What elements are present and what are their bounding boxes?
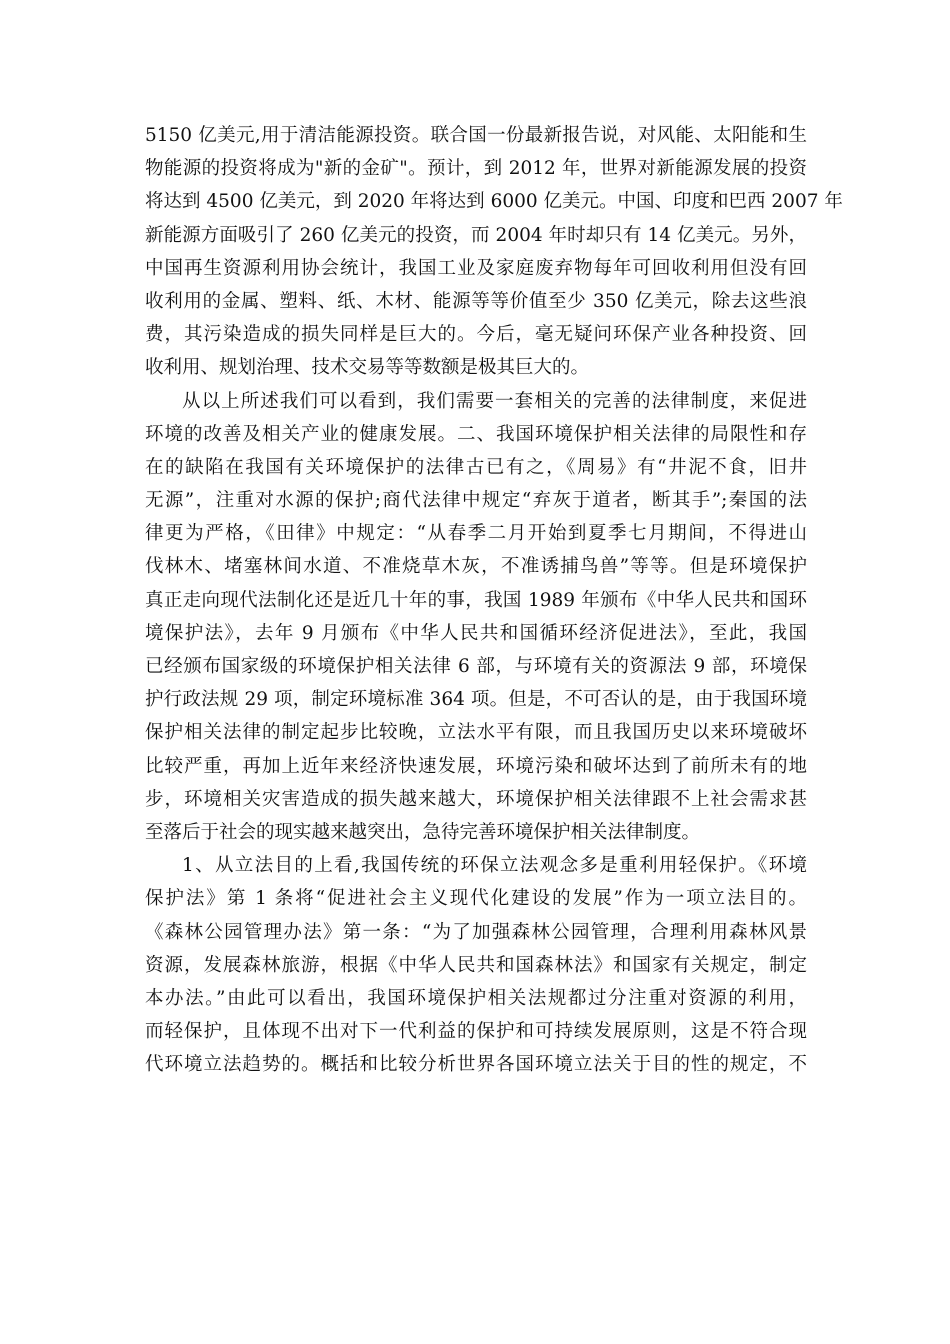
text-line: 新能源方面吸引了 260 亿美元的投资，而 2004 年时却只有 14 亿美元。另外， [145,224,807,246]
text-line: 律更为严格，《田律》中规定：“从春季二月开始到夏季七月期间，不得进山 [145,523,807,545]
text-line: 将达到 4500 亿美元，到 2020 年将达到 6000 亿美元。中国、印度和巴西 2007 年 [145,191,843,213]
text-line: 保护法》第 1 条将“促进社会主义现代化建设的发展”作为一项立法目的。 [145,888,807,910]
text-line: 无源”，注重对水源的保护;商代法律中规定“弃灰于道者，断其手”;秦国的法 [145,490,807,512]
text-line: 已经颁布国家级的环境保护相关法律 6 部，与环境有关的资源法 9 部，环境保 [145,656,807,677]
text-line: 真正走向现代法制化还是近几十年的事，我国 1989 年颁布《中华人民共和国环 [145,589,807,611]
text-line: 本办法。”由此可以看出，我国环境保护相关法规都过分注重对资源的利用， [145,987,807,1009]
paragraph-3 [145,849,807,1081]
document-body [145,119,843,1081]
text-line: 步，环境相关灾害造成的损失越来越大，环境保护相关法律跟不上社会需求甚 [145,788,807,810]
text-line: 护行政法规 29 项，制定环境标准 364 项。但是，不可否认的是，由于我国环境 [145,689,807,711]
text-line: 保护相关法律的制定起步比较晚，立法水平有限，而且我国历史以来环境破坏 [145,722,807,744]
text-line: 在的缺陷在我国有关环境保护的法律古已有之，《周易》有“井泥不食，旧井 [145,456,807,478]
text-line: 代环境立法趋势的。概括和比较分析世界各国环境立法关于目的性的规定，不 [145,1054,807,1076]
text-line: 比较严重，再加上近年来经济快速发展，环境污染和破坏达到了前所未有的地 [145,755,807,777]
text-line: 环境的改善及相关产业的健康发展。二、我国环境保护相关法律的局限性和存 [145,423,807,445]
text-line: 费，其污染造成的损失同样是巨大的。今后，毫无疑问环保产业各种投资、回 [145,324,807,346]
paragraph-1 [145,119,843,385]
text-line: 物能源的投资将成为"新的金矿"。预计，到 2012 年，世界对新能源发展的投资 [145,158,807,180]
text-line: 从以上所述我们可以看到，我们需要一套相关的完善的法律制度，来促进 [182,390,807,412]
text-line: 中国再生资源利用协会统计，我国工业及家庭废弃物每年可回收利用但没有回 [145,257,807,279]
text-line: 收利用的金属、塑料、纸、木材、能源等等价值至少 350 亿美元，除去这些浪 [145,290,807,312]
text-line: 《森林公园管理办法》第一条：“为了加强森林公园管理，合理利用森林风景 [145,921,807,943]
text-line: 至落后于社会的现实越来越突出，急待完善环境保护相关法律制度。 [145,821,701,843]
paragraph-2 [145,385,807,850]
text-line: 而轻保护，且体现不出对下一代利益的保护和可持续发展原则，这是不符合现 [145,1021,807,1043]
text-line: 资源，发展森林旅游，根据《中华人民共和国森林法》和国家有关规定，制定 [145,954,807,976]
text-line: 1、从立法目的上看,我国传统的环保立法观念多是重利用轻保护。《环境 [182,855,807,877]
text-line: 伐林木、堵塞林间水道、不准烧草木灰，不准诱捕鸟兽”等等。但是环境保护 [145,556,807,578]
text-line: 5150 亿美元,用于清洁能源投资。联合国一份最新报告说，对风能、太阳能和生 [145,125,807,146]
text-line: 境保护法》，去年 9 月颁布《中华人民共和国循环经济促进法》，至此，我国 [145,622,807,644]
text-line: 收利用、规划治理、技术交易等等数额是极其巨大的。 [145,357,590,379]
